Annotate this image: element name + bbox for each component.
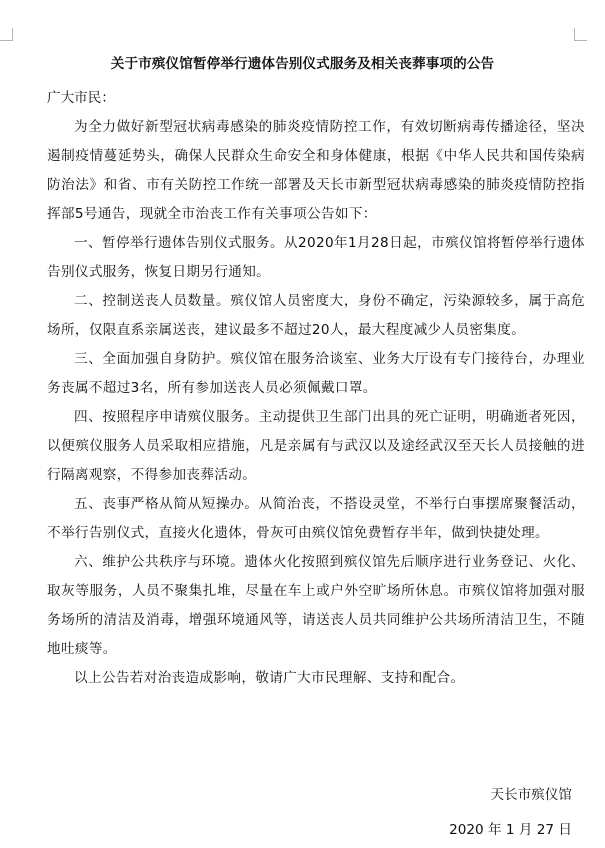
paragraph-intro: 为全力做好新型冠状病毒感染的肺炎疫情防控工作，有效切断病毒传播途径，坚决遏制疫情蔓延势头，确保人民群众生命安全和身体健康，根据《中华人民共和国传染病防治法》和省、市有关防控工作统一部署及天长市新型冠状病毒感染的肺炎疫情防控指挥部5号通告，现就全市治丧工作有关事项公告如下： xyxy=(47,119,585,222)
paragraph-closing: 以上公告若对治丧造成影响，敬请广大市民理解、支持和配合。 xyxy=(74,670,465,686)
paragraph-item-4: 四、按照程序申请殡仪服务。主动提供卫生部门出具的死亡证明，明确逝者死因，以便殡仪服务人员采取相应措施，凡是亲属有与武汉以及途经武汉至天长人员接触的进行隔离观察，不得参加丧葬活动。 xyxy=(47,409,585,483)
greeting: 广大市民： xyxy=(47,90,115,106)
document-date: 2020 年 1 月 27 日 xyxy=(449,822,572,838)
document-title: 关于市殡仪馆暂停举行遗体告别仪式服务及相关丧葬事项的公告 xyxy=(110,56,495,72)
paragraph-item-1: 一、暂停举行遗体告别仪式服务。从2020年1月28日起，市殡仪馆将暂停举行遗体告别仪式服务，恢复日期另行通知。 xyxy=(47,235,585,280)
signature: 天长市殡仪馆 xyxy=(490,787,572,803)
paragraph-item-2: 二、控制送丧人员数量。殡仪馆人员密度大，身份不确定，污染源较多，属于高危场所，仅限直系亲属送丧，建议最多不超过20人，最大程度减少人员密集度。 xyxy=(47,293,585,338)
paragraph-item-6: 六、维护公共秩序与环境。遗体火化按照到殡仪馆先后顺序进行业务登记、火化、取灰等服务，人员不聚集扎堆，尽量在车上或户外空旷场所休息。市殡仪馆将加强对服务场所的清洁及消毒，增强环境通风等，请送丧人员共同维护公共场所清洁卫生，不随地吐痰等。 xyxy=(47,554,585,657)
paragraph-item-3: 三、全面加强自身防护。殡仪馆在服务洽谈室、业务大厅设有专门接待台，办理业务丧属不超过3名，所有参加送丧人员必须佩戴口罩。 xyxy=(47,351,585,396)
paragraph-item-5: 五、丧事严格从简从短操办。从简治丧，不搭设灵堂，不举行白事摆席聚餐活动，不举行告别仪式，直接火化遗体，骨灰可由殡仪馆免费暂存半年，做到快捷处理。 xyxy=(47,496,585,541)
page-corner-marker-right xyxy=(574,28,587,41)
page-corner-marker-left xyxy=(0,28,13,41)
document-body xyxy=(47,84,585,693)
